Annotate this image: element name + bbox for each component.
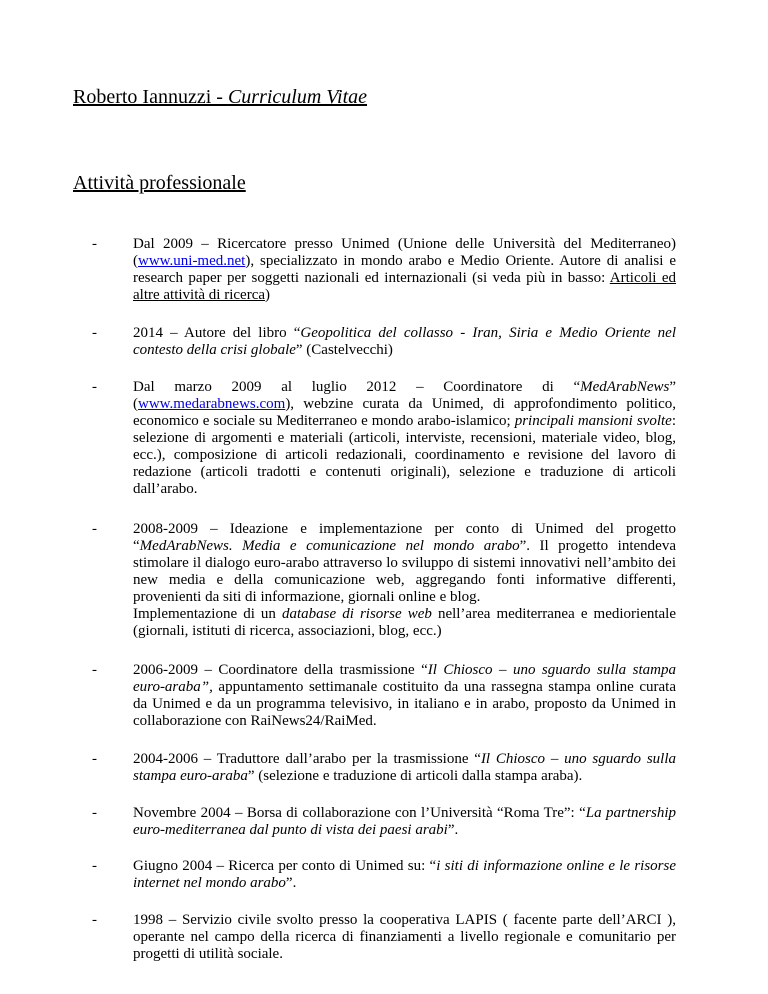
text-run: Dal 2009 – Ricercatore presso Unimed (Unione delle Università del Mediterraneo) (: [133, 236, 676, 269]
text-run: ), webzine curata da Unimed, di approfondimento politico, economico e sociale su Mediterraneo e mondo arabo-islamico;: [133, 396, 676, 429]
text-run: Giugno 2004 – Ricerca per conto di Unimed su: “: [133, 858, 437, 874]
item-text: [133, 751, 676, 785]
text-run: 2006-2009 – Coordinatore della trasmissione “: [133, 662, 428, 678]
italic-run: MedArabNews: [580, 379, 670, 395]
book-title: Geopolitica del collasso - Iran, Siria e Medio Oriente nel contesto della crisi globale: [133, 325, 677, 358]
text-run: 2004-2006 – Traduttore dall’arabo per la trasmissione “: [133, 751, 481, 767]
item-text: [133, 805, 676, 839]
text-run: ” (Castelvecchi): [295, 342, 393, 358]
unimed-link[interactable]: www.uni-med.net: [138, 253, 246, 269]
medarabnews-link[interactable]: www.medarabnews.com: [138, 396, 286, 412]
articles-link[interactable]: Articoli ed altre attività di ricerca: [133, 270, 676, 303]
text-run: 1998 – Servizio civile svolto presso la cooperativa LAPIS ( facente parte dell’ARCI ), operante nel campo della ricerca di finanziamenti a livello regionale e comunitario per progetti di utilità sociale.: [133, 912, 676, 962]
italic-run: Il Chiosco – uno sguardo sulla stampa euro-araba: [133, 751, 676, 784]
title-cv: Curriculum Vitae: [227, 86, 368, 108]
text-run: Novembre 2004 – Borsa di collaborazione con l’Università “Roma Tre”: “: [133, 805, 586, 821]
text-run: : selezione di argomenti e materiali (articoli, interviste, recensioni, materiale video, blog, ecc.), composizione di articoli redazionali, coordinamento e revisione del lavoro di redazione (articoli tradotti e contenuti originali), selezione e traduzione di articoli dall’arabo.: [133, 413, 676, 497]
item-text: [133, 858, 676, 892]
italic-run: La partnership euro-mediterranea dal punto di vista dei paesi arabi: [133, 805, 676, 838]
bullet-dash: -: [92, 858, 97, 874]
text-run: Dal marzo 2009 al luglio 2012 – Coordinatore di “: [133, 379, 581, 395]
bullet-dash: -: [92, 379, 97, 395]
item-text: [133, 521, 676, 640]
text-run: ” (selezione e traduzione di articoli dalla stampa araba).: [247, 768, 583, 784]
text-run: ), specializzato in mondo arabo e Medio Oriente. Autore di analisi e research paper per soggetti nazionali ed internazionali (si veda più in basso:: [133, 253, 676, 286]
italic-run: principali mansioni svolte: [514, 413, 672, 429]
text-run: Implementazione di un: [133, 606, 282, 622]
text-run: 2014 – Autore del libro “: [133, 325, 301, 341]
text-run: ): [265, 287, 271, 303]
item-text: [133, 325, 676, 359]
bullet-dash: -: [92, 236, 97, 252]
item-text: [133, 662, 676, 730]
text-run: nell’area mediterranea e mediorientale (giornali, istituti di ricerca, associazioni, blog, ecc.): [133, 606, 677, 639]
text-run: appuntamento settimanale costituito da una rassegna stampa online curata da Unimed e da un programma televisivo, in italiano e in arabo, proposto da Unimed in collaborazione con RaiNews24/RaiMed.: [133, 679, 676, 729]
italic-run: database di risorse web: [282, 606, 432, 622]
text-run: ”.: [447, 822, 459, 838]
bullet-dash: -: [92, 805, 97, 821]
item-text: [133, 236, 676, 304]
italic-run: Il Chiosco – uno sguardo sulla stampa euro-araba”,: [133, 662, 676, 695]
italic-run: MedArabNews. Media e comunicazione nel mondo arabo: [139, 538, 520, 554]
document-title: [73, 85, 673, 109]
text-run: ”. Il progetto intendeva stimolare il dialogo euro-arabo attraverso lo sviluppo di sistemi innovativi nell’ambito dei new media e della comunicazione web, aggregando fonti informative differenti, provenienti da siti di informazione, giornali online e blog.: [133, 538, 676, 605]
section-title: Attività professionale: [73, 172, 246, 194]
title-name: Roberto Iannuzzi -: [73, 86, 228, 108]
text-run: 2008-2009 – Ideazione e implementazione per conto di Unimed del progetto “: [133, 521, 676, 554]
bullet-dash: -: [92, 751, 97, 767]
bullet-dash: -: [92, 662, 97, 678]
bullet-dash: -: [92, 912, 97, 928]
text-run: ”.: [285, 875, 297, 891]
item-text: [133, 912, 676, 963]
bullet-dash: -: [92, 325, 97, 341]
bullet-dash: -: [92, 521, 97, 537]
italic-run: i siti di informazione online e le risorse internet nel mondo arabo: [133, 858, 676, 891]
text-run: ” (: [133, 379, 676, 412]
item-text: [133, 379, 676, 498]
